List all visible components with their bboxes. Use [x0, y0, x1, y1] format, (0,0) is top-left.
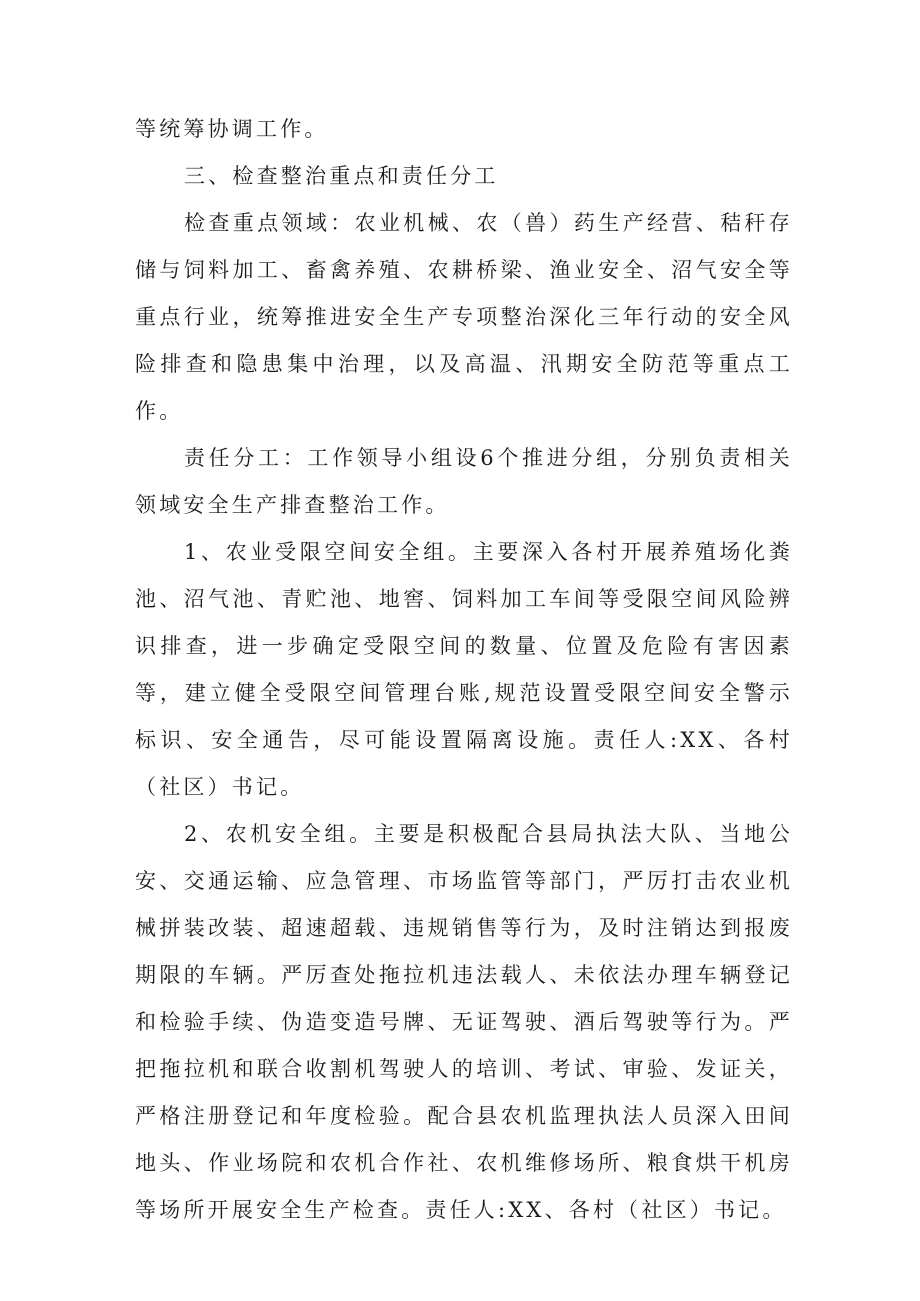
paragraph-item-2: 2、农机安全组。主要是积极配合县局执法大队、当地公安、交通运输、应急管理、市场监管等部门，严厉打击农业机械拼装改装、超速超载、违规销售等行为，及时注销达到报废期限的车辆。严厉查处拖拉机违法载人、未依法办理车辆登记和检验手续、伪造变造号牌、无证驾驶、酒后驾驶等行为。严把拖拉机和联合收割机驾驶人的培训、考试、审验、发证关，严格注册登记和年度检验。配合县农机监理执法人员深入田间地头、作业场院和农机合作社、农机维修场所、粮食烘干机房等场所开展安全生产检查。责任人:XX、各村（社区）书记。: [135, 822, 793, 1222]
paragraph-key-areas: 检查重点领域：农业机械、农（兽）药生产经营、秸秆存储与饲料加工、畜禽养殖、农耕桥梁、渔业安全、沼气安全等重点行业，统筹推进安全生产专项整治深化三年行动的安全风险排查和隐患集中治理，以及高温、汛期安全防范等重点工作。: [135, 211, 793, 423]
document-body: [135, 106, 793, 1234]
paragraph-continuation: 等统筹协调工作。: [135, 117, 329, 141]
section-heading: 三、检查整治重点和责任分工: [184, 164, 499, 188]
paragraph-responsibility: 责任分工：工作领导小组设6个推进分组，分别负责相关领域安全生产排查整治工作。: [135, 446, 793, 517]
paragraph-item-1: 1、农业受限空间安全组。主要深入各村开展养殖场化粪池、沼气池、青贮池、地窖、饲料加工车间等受限空间风险辨识排查，进一步确定受限空间的数量、位置及危险有害因素等，建立健全受限空间管理台账,规范设置受限空间安全警示标识、安全通告，尽可能设置隔离设施。责任人:XX、各村（社区）书记。: [135, 540, 793, 799]
